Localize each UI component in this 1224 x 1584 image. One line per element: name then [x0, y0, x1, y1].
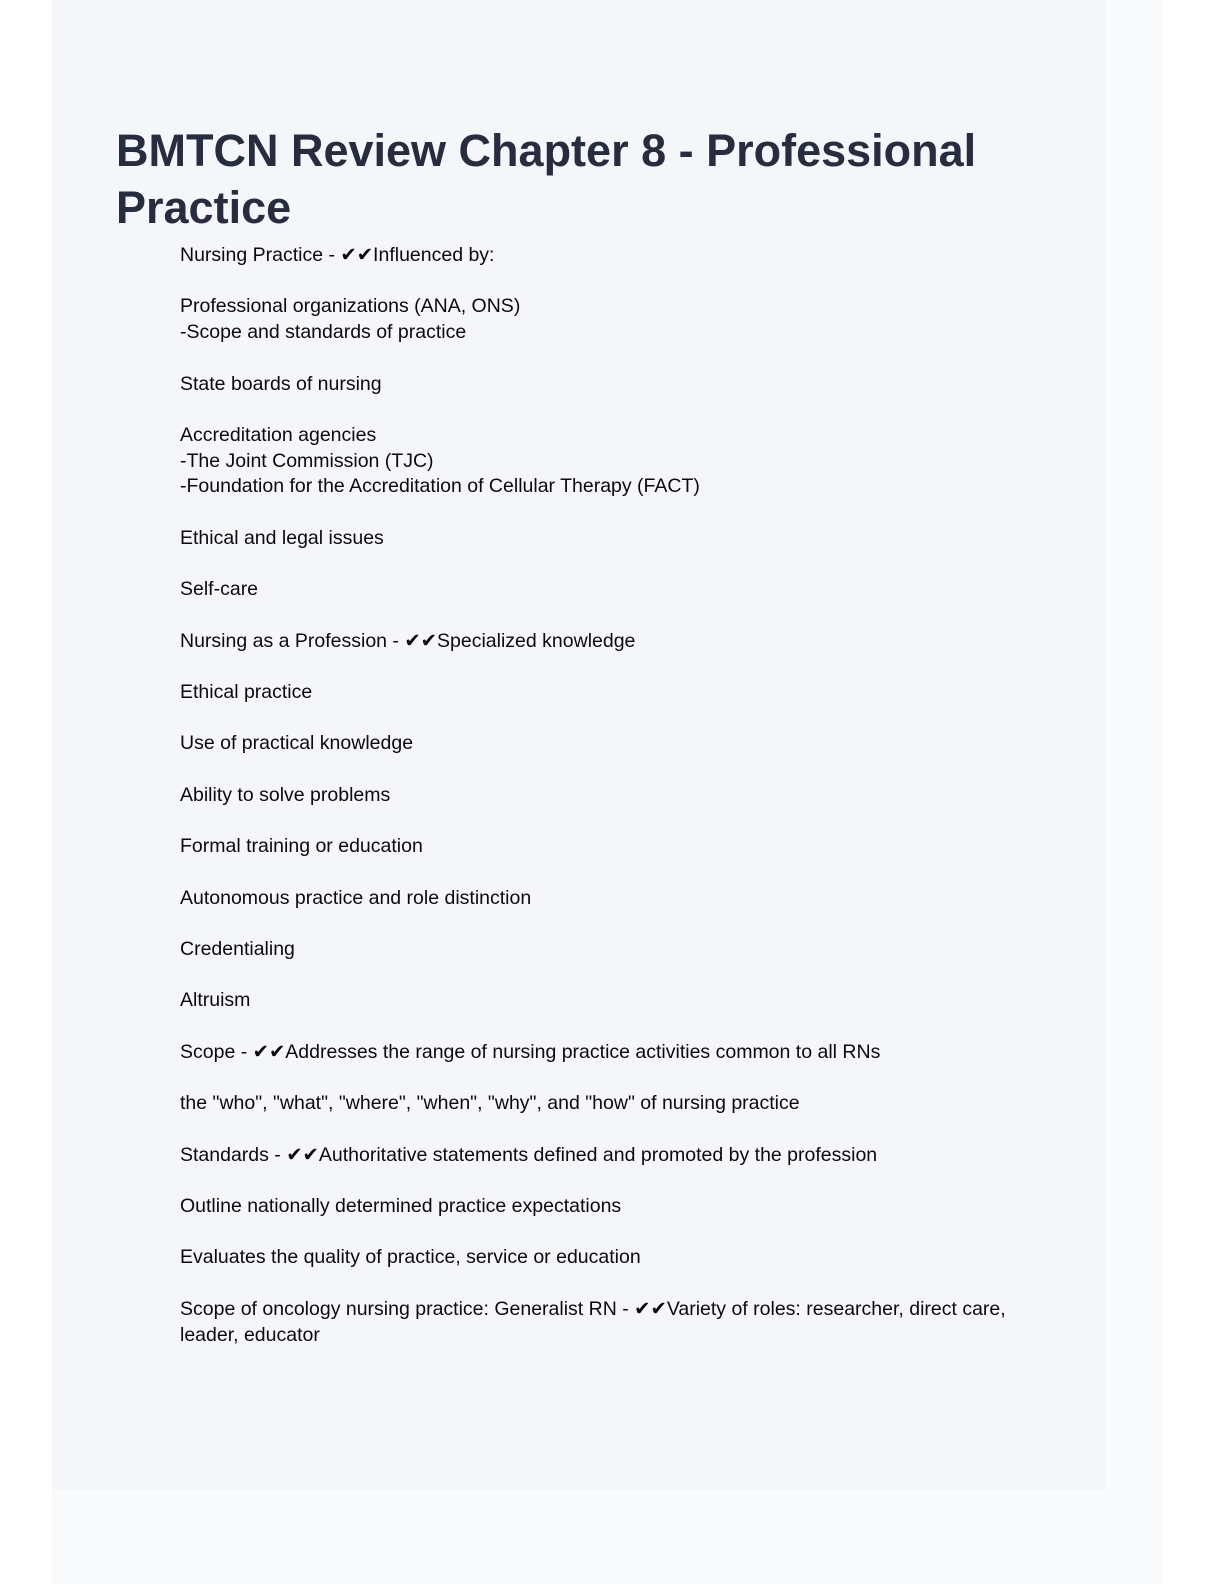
blank-line [180, 963, 1040, 989]
text-line: -The Joint Commission (TJC) [180, 449, 434, 472]
blank-line [180, 1066, 1040, 1092]
text-line: Standards - ✔✔Authoritative statements defined and promoted by the profession [180, 1143, 878, 1166]
content-panel [52, 0, 1106, 1490]
blank-line [180, 654, 1040, 680]
blank-line [180, 397, 1040, 423]
text-line: Ethical and legal issues [180, 526, 384, 549]
text-line: -Scope and standards of practice [180, 321, 467, 344]
text-line: leader, educator [180, 1323, 320, 1346]
blank-line [180, 808, 1040, 834]
text-line: Accreditation agencies [180, 423, 377, 446]
text-line: Professional organizations (ANA, ONS) [180, 295, 521, 318]
blank-line [180, 1271, 1040, 1297]
text-line: the "who", "what", "where", "when", "why", and "how" of nursing practice [180, 1092, 800, 1115]
text-line: Autonomous practice and role distinction [180, 886, 532, 909]
text-line: Nursing Practice - ✔✔Influenced by: [180, 244, 495, 266]
blank-line [180, 1014, 1040, 1040]
document-title: BMTCN Review Chapter 8 - Professional Practice [116, 125, 977, 233]
blank-line [180, 860, 1040, 886]
text-line: Scope - ✔✔Addresses the range of nursing practice activities common to all RNs [180, 1040, 881, 1063]
text-line: Use of practical knowledge [180, 732, 414, 755]
text-line: Outline nationally determined practice expectations [180, 1195, 622, 1218]
blank-line [180, 346, 1040, 372]
blank-line [180, 269, 1040, 295]
text-line: Nursing as a Profession - ✔✔Specialized knowledge [180, 629, 636, 652]
blank-line [180, 757, 1040, 783]
text-line: Altruism [180, 989, 251, 1012]
blank-line [180, 1220, 1040, 1246]
text-line: Formal training or education [180, 835, 423, 858]
blank-line [180, 1168, 1040, 1194]
text-line: Self-care [180, 578, 259, 601]
document-page [52, 0, 1162, 1584]
text-line: Credentialing [180, 937, 295, 960]
blank-line [180, 551, 1040, 577]
blank-line [180, 1117, 1040, 1143]
text-line: Evaluates the quality of practice, service or education [180, 1246, 641, 1269]
text-line: State boards of nursing [180, 372, 382, 395]
blank-line [180, 603, 1040, 629]
blank-line [180, 500, 1040, 526]
blank-line [180, 911, 1040, 937]
text-line: Ability to solve problems [180, 783, 391, 806]
text-line: Ethical practice [180, 680, 313, 703]
text-line: -Foundation for the Accreditation of Cellular Therapy (FACT) [180, 475, 700, 498]
document-body [180, 243, 1040, 1348]
text-line: Scope of oncology nursing practice: Generalist RN - ✔✔Variety of roles: researcher, direct care, [180, 1297, 1006, 1320]
blank-line [180, 706, 1040, 732]
